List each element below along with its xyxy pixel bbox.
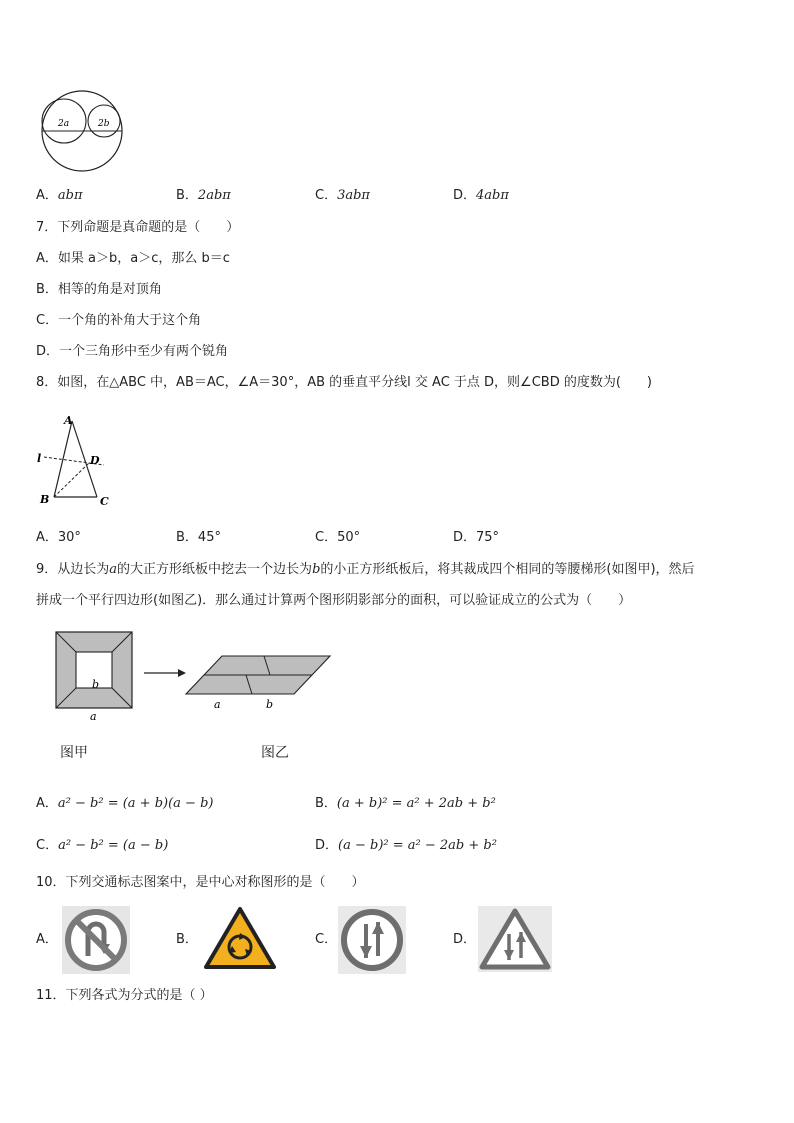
q9-square-figure	[50, 628, 140, 724]
q9-stem-line1: 9．从边长为a的大正方形纸板中挖去一个边长为b的小正方形纸板后，将其裁成四个相同的等腰梯形(如图甲)，然后	[36, 562, 695, 577]
q9-yi-label-a: a	[214, 698, 221, 711]
q8-option-a: A．30°	[36, 530, 81, 545]
q8-label-l: l	[37, 452, 42, 465]
q8-label-a: A	[64, 414, 73, 427]
q8-option-b: B．45°	[176, 530, 221, 545]
q6-circles-figure	[38, 90, 128, 172]
two-way-traffic-sign-icon	[338, 906, 406, 974]
q9-stem-line2: 拼成一个平行四边形(如图乙)．那么通过计算两个图形阴影部分的面积，可以验证成立的公式为（ ）	[36, 593, 632, 608]
q9-option-d: D．(a − b)² = a² − 2ab + b²	[315, 838, 497, 853]
q10-option-b-label: B．	[176, 932, 198, 947]
q6-option-c: C．3abπ	[315, 188, 370, 203]
two-way-traffic-warning-sign-icon	[478, 906, 552, 972]
q7-option-c: C．一个角的补角大于这个角	[36, 313, 202, 328]
q7-stem: 7．下列命题是真命题的是（ ）	[36, 220, 240, 235]
q10-option-a-label: A．	[36, 932, 58, 947]
q6-label-2b: 2b	[98, 119, 110, 129]
no-u-turn-sign-icon	[62, 906, 130, 974]
q8-label-b: B	[40, 493, 50, 506]
q11-stem: 11．下列各式为分式的是（ ）	[36, 988, 213, 1003]
q7-option-b: B．相等的角是对顶角	[36, 282, 162, 297]
q9-caption-jia: 图甲	[60, 745, 88, 761]
q8-option-c: C．50°	[315, 530, 361, 545]
q9-option-a: A．a² − b² = (a + b)(a − b)	[36, 796, 214, 811]
roundabout-warning-sign-icon	[204, 906, 276, 970]
q8-stem: 8．如图，在△ABC 中，AB＝AC，∠A＝30°，AB 的垂直平分线l 交 AC 于点 D，则∠CBD 的度数为( )	[36, 375, 652, 390]
q7-option-a: A．如果 a＞b，a＞c，那么 b＝c	[36, 251, 230, 266]
q6-label-2a: 2a	[58, 119, 70, 129]
q8-triangle-figure	[34, 412, 124, 510]
q9-jia-label-a: a	[90, 710, 97, 723]
q8-option-d: D．75°	[453, 530, 500, 545]
q10-stem: 10．下列交通标志图案中，是中心对称图形的是（ ）	[36, 875, 365, 890]
q9-option-c: C．a² − b² = (a − b)	[36, 838, 169, 853]
q9-option-b: B．(a + b)² = a² + 2ab + b²	[315, 796, 496, 811]
q9-jia-label-b: b	[92, 678, 100, 691]
q7-option-d: D．一个三角形中至少有两个锐角	[36, 344, 229, 359]
q10-option-d-label: D．	[453, 932, 477, 947]
q8-label-d: D	[90, 454, 100, 467]
q6-option-a: A．abπ	[36, 188, 83, 203]
q9-parallelogram-figure	[182, 652, 334, 714]
q8-label-c: C	[100, 495, 109, 508]
q9-yi-label-b: b	[266, 698, 274, 711]
q9-caption-yi: 图乙	[261, 745, 289, 761]
q6-option-d: D．4abπ	[453, 188, 509, 203]
q6-option-b: B．2abπ	[176, 188, 231, 203]
q10-option-c-label: C．	[315, 932, 338, 947]
